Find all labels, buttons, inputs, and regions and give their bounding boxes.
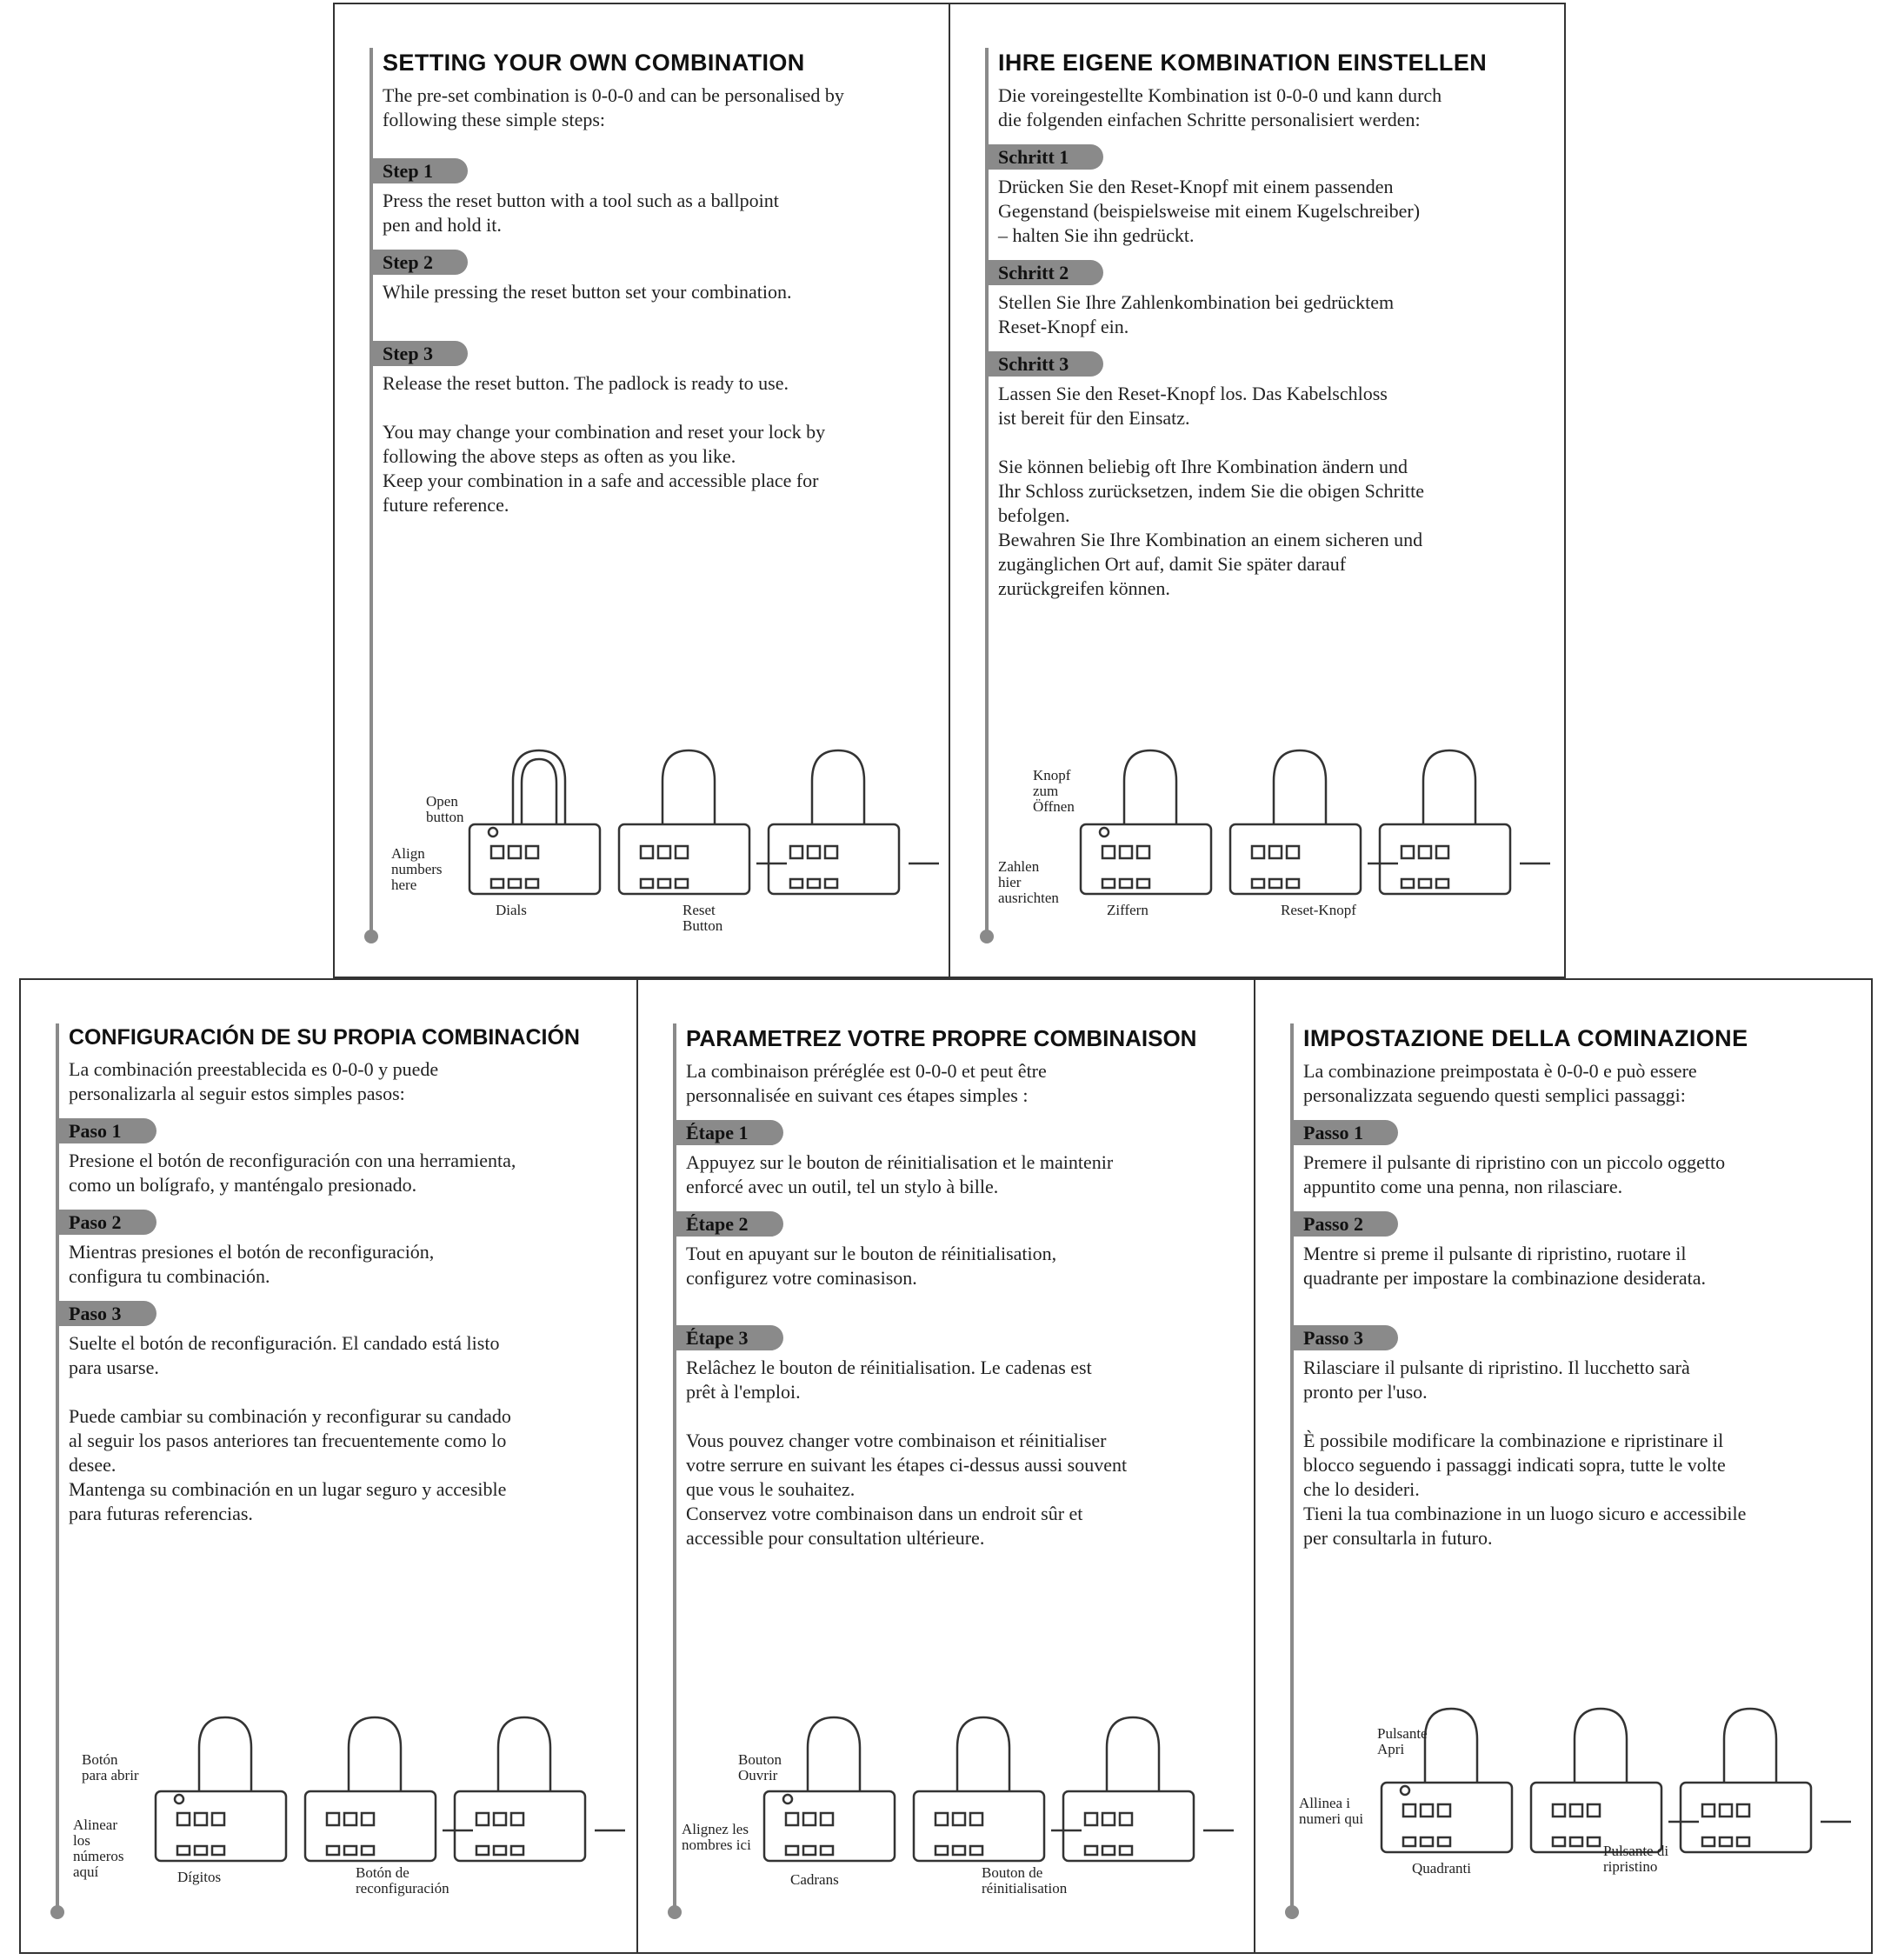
label-open-button: Knopf zum Öffnen [1033, 767, 1075, 815]
padlock-illustration [998, 742, 1555, 933]
panel-content [686, 1025, 1236, 1550]
label-dials: Cadrans [790, 1871, 839, 1888]
panel-note: Vous pouvez changer votre combinaison et réinitialiser votre serrure en suivant les étapes ci-dessus aussi souvent que vous le souhaitez. Conservez votre combinaison dans un endroit sûr et accessible pour consultation ultérieure. [686, 1430, 1128, 1549]
step-2 [383, 250, 931, 304]
panel-content [998, 50, 1547, 601]
step-label: Schritt 3 [988, 351, 1103, 377]
step-text: Tout en apuyant sur le bouton de réinitialisation, configurez votre cominasison. [686, 1243, 1057, 1289]
label-reset-button: Botón de reconfiguración [356, 1864, 449, 1897]
panel-intro: La combinaison préréglée est 0-0-0 et peut être personnalisée en suivant ces étapes simples : [686, 1060, 1047, 1106]
step-label: Paso 3 [58, 1301, 156, 1326]
panel-title: SETTING YOUR OWN COMBINATION [383, 50, 805, 76]
step-3 [1303, 1325, 1854, 1404]
panel-title: IHRE EIGENE KOMBINATION EINSTELLEN [998, 50, 1488, 76]
step-text: Mientras presiones el botón de reconfiguración, configura tu combinación. [69, 1241, 435, 1287]
step-text: Release the reset button. The padlock is ready to use. [383, 372, 789, 394]
padlock-drawing [682, 1709, 1238, 1900]
panel-note: È possibile modificare la combinazione e ripristinare il blocco seguendo i passaggi indicati sopra, tutte le volte che lo desideri. Tieni la tua combinazione in un luogo sicuro e accessibile per consultarla in futuro. [1303, 1430, 1747, 1549]
label-dials: Dials [496, 902, 527, 918]
panel-english [333, 3, 950, 978]
step-2 [69, 1210, 631, 1289]
padlock-illustration [73, 1709, 629, 1900]
padlock-drawing [998, 742, 1555, 933]
step-1 [686, 1120, 1236, 1199]
label-open-button: Bouton Ouvrir [738, 1751, 782, 1783]
panel-note: You may change your combination and reset your lock by following the above steps as often as you like. Keep your combination in a safe and accessible place for future reference. [383, 421, 826, 516]
step-label: Step 1 [372, 158, 468, 183]
panel-intro: Die voreingestellte Kombination ist 0-0-0 und kann durch die folgenden einfachen Schritte personalisiert werden: [998, 84, 1442, 130]
panel-intro: The pre-set combination is 0-0-0 and can be personalised by following these simple steps: [383, 84, 844, 130]
panel-german [949, 3, 1566, 978]
step-text: Stellen Sie Ihre Zahlenkombination bei gedrücktem Reset-Knopf ein. [998, 291, 1395, 337]
panel-french [636, 978, 1255, 1954]
label-dials: Quadranti [1412, 1860, 1471, 1877]
step-label: Schritt 2 [988, 260, 1103, 285]
panel-title: IMPOSTAZIONE DELLA COMINAZIONE [1303, 1025, 1748, 1051]
step-2 [686, 1211, 1236, 1290]
padlock-illustration [682, 1709, 1238, 1900]
padlock-drawing [387, 742, 943, 933]
label-open-button: Botón para abrir [82, 1751, 139, 1783]
panel-note: Sie können beliebig oft Ihre Kombination ändern und Ihr Schloss zurücksetzen, indem Sie die obigen Schritte befolgen. Bewahren Sie Ihre Kombination an einem sicheren und zugänglichen Ort auf, damit Sie später darauf zurückgreifen können. [998, 456, 1424, 599]
label-reset-button: Bouton de réinitialisation [982, 1864, 1068, 1897]
step-text: Drücken Sie den Reset-Knopf mit einem passenden Gegenstand (beispielsweise mit einem Kugelschreiber) – halten Sie ihn gedrückt. [998, 176, 1421, 246]
label-reset-button: Reset Button [682, 902, 723, 934]
step-label: Step 3 [372, 341, 468, 366]
step-1 [383, 158, 931, 237]
step-text: Press the reset button with a tool such as a ballpoint pen and hold it. [383, 190, 779, 236]
label-open-button: Pulsante Apri [1377, 1725, 1428, 1757]
step-label: Étape 2 [676, 1211, 783, 1237]
panel-title: PARAMETREZ VOTRE PROPRE COMBINAISON [686, 1025, 1197, 1051]
padlock-drawing [73, 1709, 629, 1900]
step-1 [1303, 1120, 1854, 1199]
label-open-button: Open button [426, 793, 464, 825]
panel-rail [673, 1023, 676, 1910]
panel-intro: La combinación preestablecida es 0-0-0 y puede personalizarla al seguir estos simples pasos: [69, 1058, 439, 1104]
step-3 [69, 1301, 631, 1380]
label-align-numbers: Allinea i numeri qui [1299, 1795, 1364, 1827]
panel-spanish [19, 978, 638, 1954]
step-label: Étape 1 [676, 1120, 783, 1145]
label-align-numbers: Alinear los números aquí [73, 1817, 124, 1880]
label-align-numbers: Zahlen hier ausrichten [998, 858, 1059, 906]
panel-rail [56, 1023, 59, 1910]
step-label: Passo 2 [1293, 1211, 1398, 1237]
label-reset-button: Pulsante di ripristino [1603, 1843, 1669, 1875]
label-align-numbers: Align numbers here [391, 845, 443, 893]
step-3 [998, 351, 1547, 430]
step-text: Appuyez sur le bouton de réinitialisation et le maintenir enforcé avec un outil, tel un stylo à bille. [686, 1151, 1114, 1197]
step-label: Step 2 [372, 250, 468, 275]
step-1 [69, 1118, 631, 1197]
panel-content [69, 1025, 631, 1526]
panel-rail [1290, 1023, 1294, 1910]
panel-note: Puede cambiar su combinación y reconfigurar su candado al seguir los pasos anteriores tan frecuentemente como lo desee. Mantenga su combinación en un lugar seguro y accesible para futuras referencias. [69, 1405, 511, 1524]
step-label: Passo 1 [1293, 1120, 1398, 1145]
step-text: Relâchez le bouton de réinitialisation. Le cadenas est prêt à l'emploi. [686, 1357, 1092, 1403]
step-label: Schritt 1 [988, 144, 1103, 170]
step-text: Suelte el botón de reconfiguración. El candado está listo para usarse. [69, 1332, 500, 1378]
step-label: Étape 3 [676, 1325, 783, 1350]
label-dials: Ziffern [1107, 902, 1149, 918]
step-text: Presione el botón de reconfiguración con una herramienta, como un bolígrafo, y manténgalo presionado. [69, 1150, 516, 1196]
panel-intro: La combinazione preimpostata è 0-0-0 e può essere personalizzata seguendo questi semplici passaggi: [1303, 1060, 1697, 1106]
step-text: Premere il pulsante di ripristino con un piccolo oggetto appuntito come una penna, non rilasciare. [1303, 1151, 1726, 1197]
step-1 [998, 144, 1547, 248]
step-text: Mentre si preme il pulsante di ripristino, ruotare il quadrante per impostare la combinazione desiderata. [1303, 1243, 1707, 1289]
step-2 [1303, 1211, 1854, 1290]
step-label: Paso 1 [58, 1118, 156, 1143]
padlock-illustration [1299, 1700, 1855, 1891]
panel-content [383, 50, 931, 517]
step-label: Passo 3 [1293, 1325, 1398, 1350]
step-2 [998, 260, 1547, 339]
step-3 [686, 1325, 1236, 1404]
step-text: While pressing the reset button set your combination. [383, 281, 792, 303]
panel-italian [1254, 978, 1873, 1954]
step-label: Paso 2 [58, 1210, 156, 1235]
label-align-numbers: Alignez les nombres ici [682, 1821, 751, 1853]
panel-title: CONFIGURACIÓN DE SU PROPIA COMBINACIÓN [69, 1025, 580, 1050]
panel-content [1303, 1025, 1854, 1550]
panel-rail [985, 48, 989, 935]
label-dials: Dígitos [177, 1869, 222, 1885]
step-3 [383, 341, 931, 396]
step-text: Rilasciare il pulsante di ripristino. Il lucchetto sarà pronto per l'uso. [1303, 1357, 1690, 1403]
padlock-illustration [387, 742, 943, 933]
step-text: Lassen Sie den Reset-Knopf los. Das Kabelschloss ist bereit für den Einsatz. [998, 383, 1388, 429]
label-reset-button: Reset-Knopf [1281, 902, 1356, 918]
